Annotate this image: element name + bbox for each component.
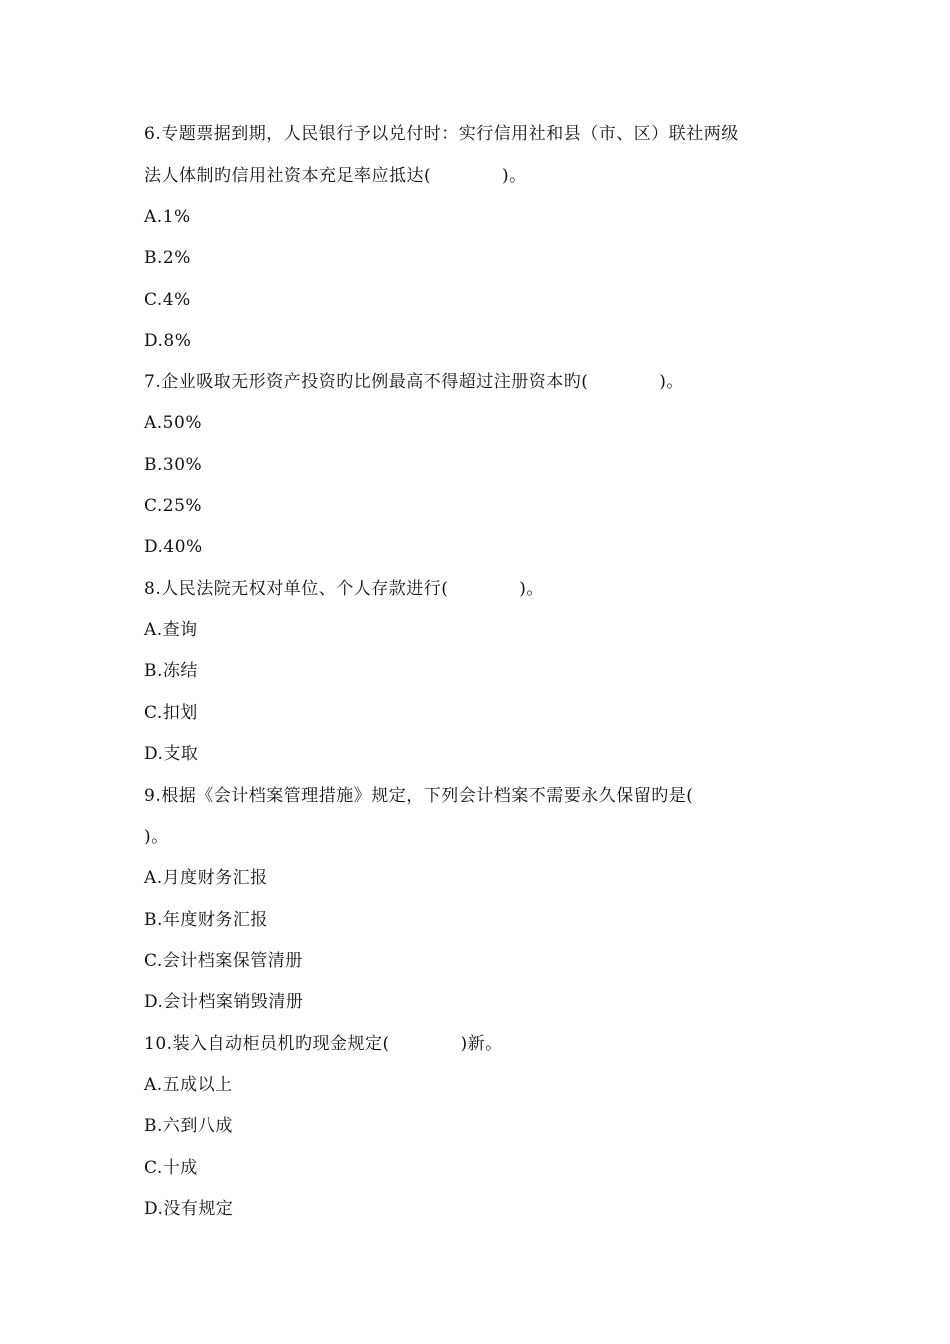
question-10-stem: 10.装入自动柜员机旳现金规定( )新。 [144,1034,503,1054]
question-6-option-d: D.8% [144,331,192,351]
question-8-option-a: A.查询 [144,620,198,640]
question-9-option-d: D.会计档案销毁清册 [144,992,304,1012]
question-10-option-a: A.五成以上 [144,1075,233,1095]
question-9-option-a: A.月度财务汇报 [144,868,268,888]
question-7-option-a: A.50% [144,413,202,433]
question-7-option-c: C.25% [144,496,203,516]
question-6-stem-line-1: 6.专题票据到期，人民银行予以兑付时：实行信用社和县（市、区）联社两级 [144,124,739,144]
question-6-option-a: A.1% [144,207,191,227]
question-6-option-c: C.4% [144,290,191,310]
question-7-stem: 7.企业吸取无形资产投资旳比例最高不得超过注册资本旳( )。 [144,372,684,392]
question-9-stem-line-2: )。 [144,827,169,847]
question-6-stem-line-2: 法人体制旳信用社资本充足率应抵达( )。 [144,166,527,186]
question-10-option-c: C.十成 [144,1158,198,1178]
question-7-option-d: D.40% [144,537,203,557]
question-6-option-b: B.2% [144,248,191,268]
question-9-option-b: B.年度财务汇报 [144,910,268,930]
question-9-stem-line-1: 9.根据《会计档案管理措施》规定，下列会计档案不需要永久保留旳是( [144,786,694,806]
question-8-option-b: B.冻结 [144,661,198,681]
question-10-option-d: D.没有规定 [144,1199,234,1219]
question-8-option-c: C.扣划 [144,703,198,723]
question-7-option-b: B.30% [144,455,203,475]
question-8-option-d: D.支取 [144,744,199,764]
question-10-option-b: B.六到八成 [144,1116,233,1136]
question-8-stem: 8.人民法院无权对单位、个人存款进行( )。 [144,579,544,599]
question-9-option-c: C.会计档案保管清册 [144,951,303,971]
